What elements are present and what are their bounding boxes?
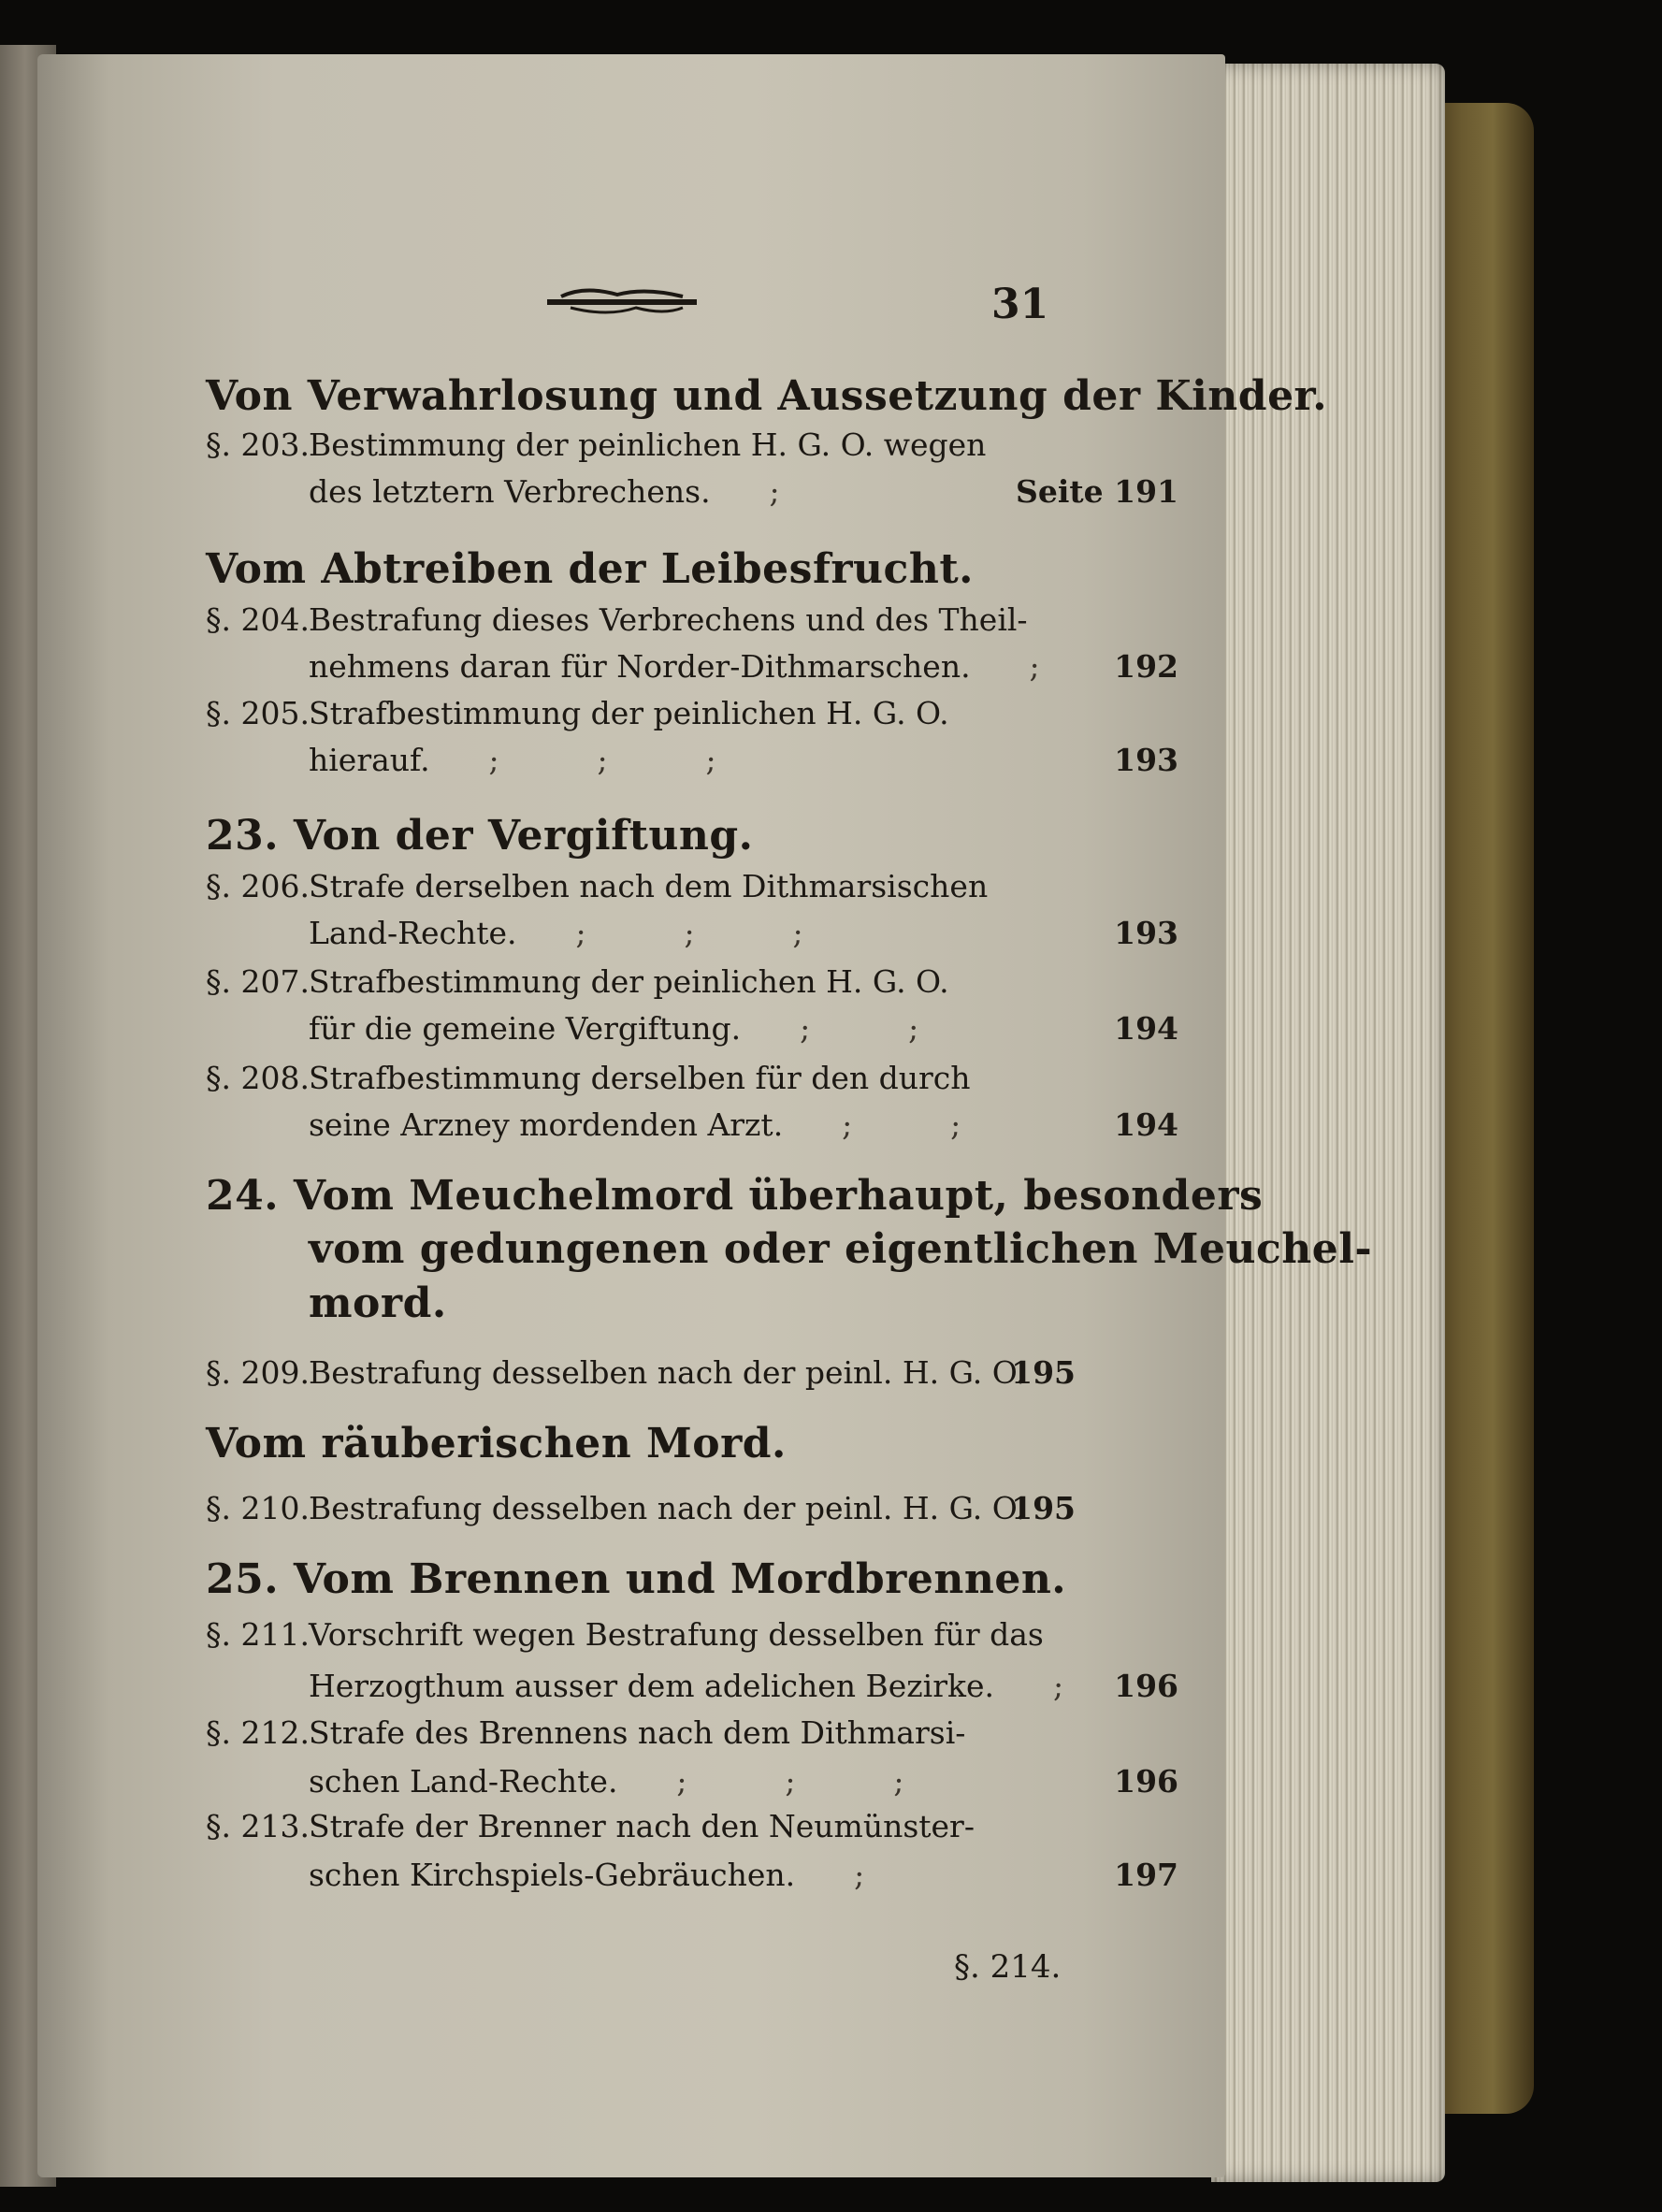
leader-marks: ; ; ;: [516, 915, 803, 951]
section-heading: [309, 1225, 1372, 1273]
page-reference: Seite 191: [1016, 473, 1178, 510]
section-heading: [206, 1555, 1066, 1603]
toc-entry-continuation: [206, 742, 1178, 778]
section-heading: [206, 545, 974, 593]
decorative-rule-icon: [542, 283, 701, 321]
heading-text: Vom Abtreiben der Leibesfrucht.: [206, 545, 974, 593]
section-number: §. 204.: [206, 601, 310, 638]
leader-marks: ; ; ;: [429, 742, 716, 778]
section-number: §. 213.: [206, 1808, 310, 1844]
leader-marks: ;: [994, 1668, 1064, 1704]
section-heading: [309, 1279, 447, 1327]
entry-text: Land-Rechte.: [309, 915, 517, 951]
entry-text: Strafbestimmung der peinlichen H. G. O.: [309, 963, 949, 1000]
leader-marks: ;: [970, 648, 1040, 685]
page-reference: 194: [1114, 1106, 1178, 1143]
entry-text: Strafbestimmung der peinlichen H. G. O.: [309, 695, 949, 731]
entry-text: schen Kirchspiels-Gebräuchen.: [309, 1857, 796, 1893]
entry-text: Strafbestimmung derselben für den durch: [309, 1060, 971, 1096]
page-reference: 194: [1114, 1010, 1178, 1047]
catchword: §. 214.: [954, 1948, 1062, 1986]
entry-text: hierauf.: [309, 742, 430, 778]
section-number: §. 211.: [206, 1616, 310, 1653]
leader-marks: ;: [795, 1857, 865, 1893]
toc-entry: [206, 963, 1066, 1000]
section-number: §. 206.: [206, 868, 310, 904]
heading-text: 23. Von der Vergiftung.: [206, 812, 754, 860]
entry-text: für die gemeine Vergiftung.: [309, 1010, 742, 1047]
section-heading: [206, 1420, 787, 1467]
entry-text: Bestrafung desselben nach der peinl. H. G. O.: [309, 1354, 1026, 1391]
entry-text: seine Arzney mordenden Arzt.: [309, 1106, 784, 1143]
entry-text: Strafe der Brenner nach den Neumünster-: [309, 1808, 975, 1844]
entry-text: Strafe des Brennens nach dem Dithmarsi-: [309, 1714, 966, 1751]
toc-entry: [206, 868, 1066, 904]
section-heading: [206, 1172, 1263, 1220]
toc-entry: [206, 695, 1066, 731]
book-page: [37, 54, 1373, 2177]
toc-entry-continuation: [206, 1010, 1178, 1047]
toc-entry-continuation: [206, 473, 1178, 510]
leader-marks: ; ;: [741, 1010, 919, 1047]
toc-entry-continuation: [206, 648, 1178, 685]
book-cover-edge: [1431, 103, 1534, 2114]
page-reference: 195: [1011, 1490, 1076, 1526]
leader-marks: ; ;: [783, 1106, 961, 1143]
page-reference: 192: [1114, 648, 1178, 685]
toc-entry-continuation: [206, 1857, 1178, 1893]
leader-marks: ;: [710, 473, 780, 510]
section-number: §. 210.: [206, 1490, 310, 1526]
heading-text: Vom räuberischen Mord.: [206, 1420, 787, 1467]
page-number: 31: [991, 281, 1049, 328]
section-number: §. 207.: [206, 963, 310, 1000]
heading-text: 25. Vom Brennen und Mordbrennen.: [206, 1555, 1067, 1603]
entry-text: Herzogthum ausser dem adelichen Bezirke.: [309, 1668, 994, 1704]
section-number: §. 203.: [206, 426, 310, 463]
toc-entry-continuation: [206, 1106, 1178, 1143]
entry-text: Bestimmung der peinlichen H. G. O. wegen: [309, 426, 987, 463]
entry-text: nehmens daran für Norder-Dithmarschen.: [309, 648, 971, 685]
section-number: §. 205.: [206, 695, 310, 731]
toc-entry: [206, 1490, 1076, 1526]
heading-text: vom gedungenen oder eigentlichen Meuchel-: [309, 1225, 1373, 1273]
heading-text: mord.: [309, 1279, 447, 1327]
toc-entry: [206, 1714, 1066, 1751]
leader-marks: ; ; ;: [617, 1763, 904, 1800]
entry-text: Vorschrift wegen Bestrafung desselben für das: [309, 1616, 1044, 1653]
section-heading: [206, 812, 753, 860]
entry-text: Strafe derselben nach dem Dithmarsischen: [309, 868, 989, 904]
page-reference: 196: [1114, 1668, 1178, 1704]
page-reference: 197: [1114, 1857, 1178, 1893]
section-heading: [206, 372, 1327, 420]
section-number: §. 208.: [206, 1060, 310, 1096]
entry-text: schen Land-Rechte.: [309, 1763, 618, 1800]
toc-entry: [206, 601, 1066, 638]
toc-entry: [206, 426, 1066, 463]
page-reference: 193: [1114, 915, 1178, 951]
page-reference: 193: [1114, 742, 1178, 778]
section-number: §. 209.: [206, 1354, 310, 1391]
entry-text: Bestrafung dieses Verbrechens und des Theil-: [309, 601, 1028, 638]
toc-entry: [206, 1060, 1066, 1096]
toc-entry: [206, 1616, 1066, 1653]
toc-entry-continuation: [206, 1763, 1178, 1800]
toc-entry: [206, 1354, 1076, 1391]
entry-text: des letztern Verbrechens.: [309, 473, 711, 510]
heading-text: 24. Vom Meuchelmord überhaupt, besonders: [206, 1172, 1264, 1220]
toc-entry: [206, 1808, 1066, 1844]
page-reference: 196: [1114, 1763, 1178, 1800]
page-reference: 195: [1011, 1354, 1076, 1391]
toc-entry-continuation: [206, 1668, 1178, 1704]
heading-text: Von Verwahrlosung und Aussetzung der Kinder.: [206, 372, 1328, 420]
section-number: §. 212.: [206, 1714, 310, 1751]
toc-entry-continuation: [206, 915, 1178, 951]
entry-text: Bestrafung desselben nach der peinl. H. G. O.: [309, 1490, 1026, 1526]
